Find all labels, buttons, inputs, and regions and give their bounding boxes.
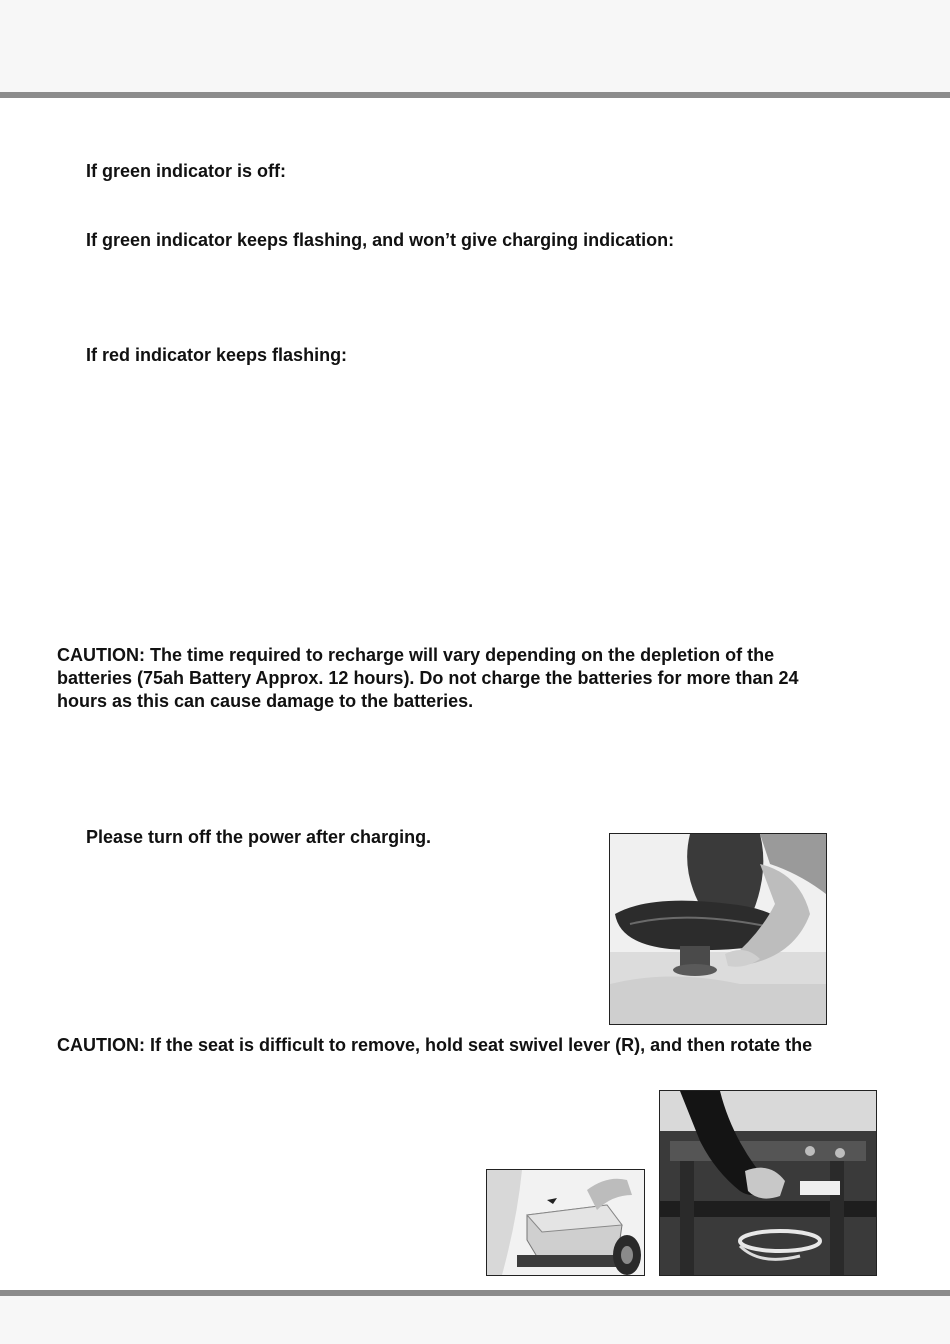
header-band bbox=[0, 0, 950, 92]
header-rule bbox=[0, 92, 950, 98]
battery-cover-photo bbox=[486, 1169, 645, 1276]
power-off-note: Please turn off the power after charging. bbox=[86, 827, 432, 847]
red-flashing-heading: If red indicator keeps flashing: bbox=[86, 345, 348, 365]
green-off-heading: If green indicator is off: bbox=[86, 161, 287, 181]
charge-caution bbox=[57, 644, 857, 713]
charge-caution-line: batteries (75ah Battery Approx. 12 hours). Do not charge the batteries for more than 24 bbox=[57, 668, 799, 688]
footer-band bbox=[0, 1296, 950, 1344]
seat-caution: CAUTION: If the seat is difficult to remove, hold seat swivel lever (R), and then rotate the bbox=[57, 1035, 813, 1055]
battery-compartment-photo bbox=[659, 1090, 877, 1276]
charge-caution-line: CAUTION: The time required to recharge will vary depending on the depletion of the bbox=[57, 645, 775, 665]
seat-removal-photo bbox=[609, 833, 827, 1025]
charge-caution-line: hours as this can cause damage to the batteries. bbox=[57, 691, 474, 711]
green-flashing-heading: If green indicator keeps flashing, and won’t give charging indication: bbox=[86, 230, 675, 250]
